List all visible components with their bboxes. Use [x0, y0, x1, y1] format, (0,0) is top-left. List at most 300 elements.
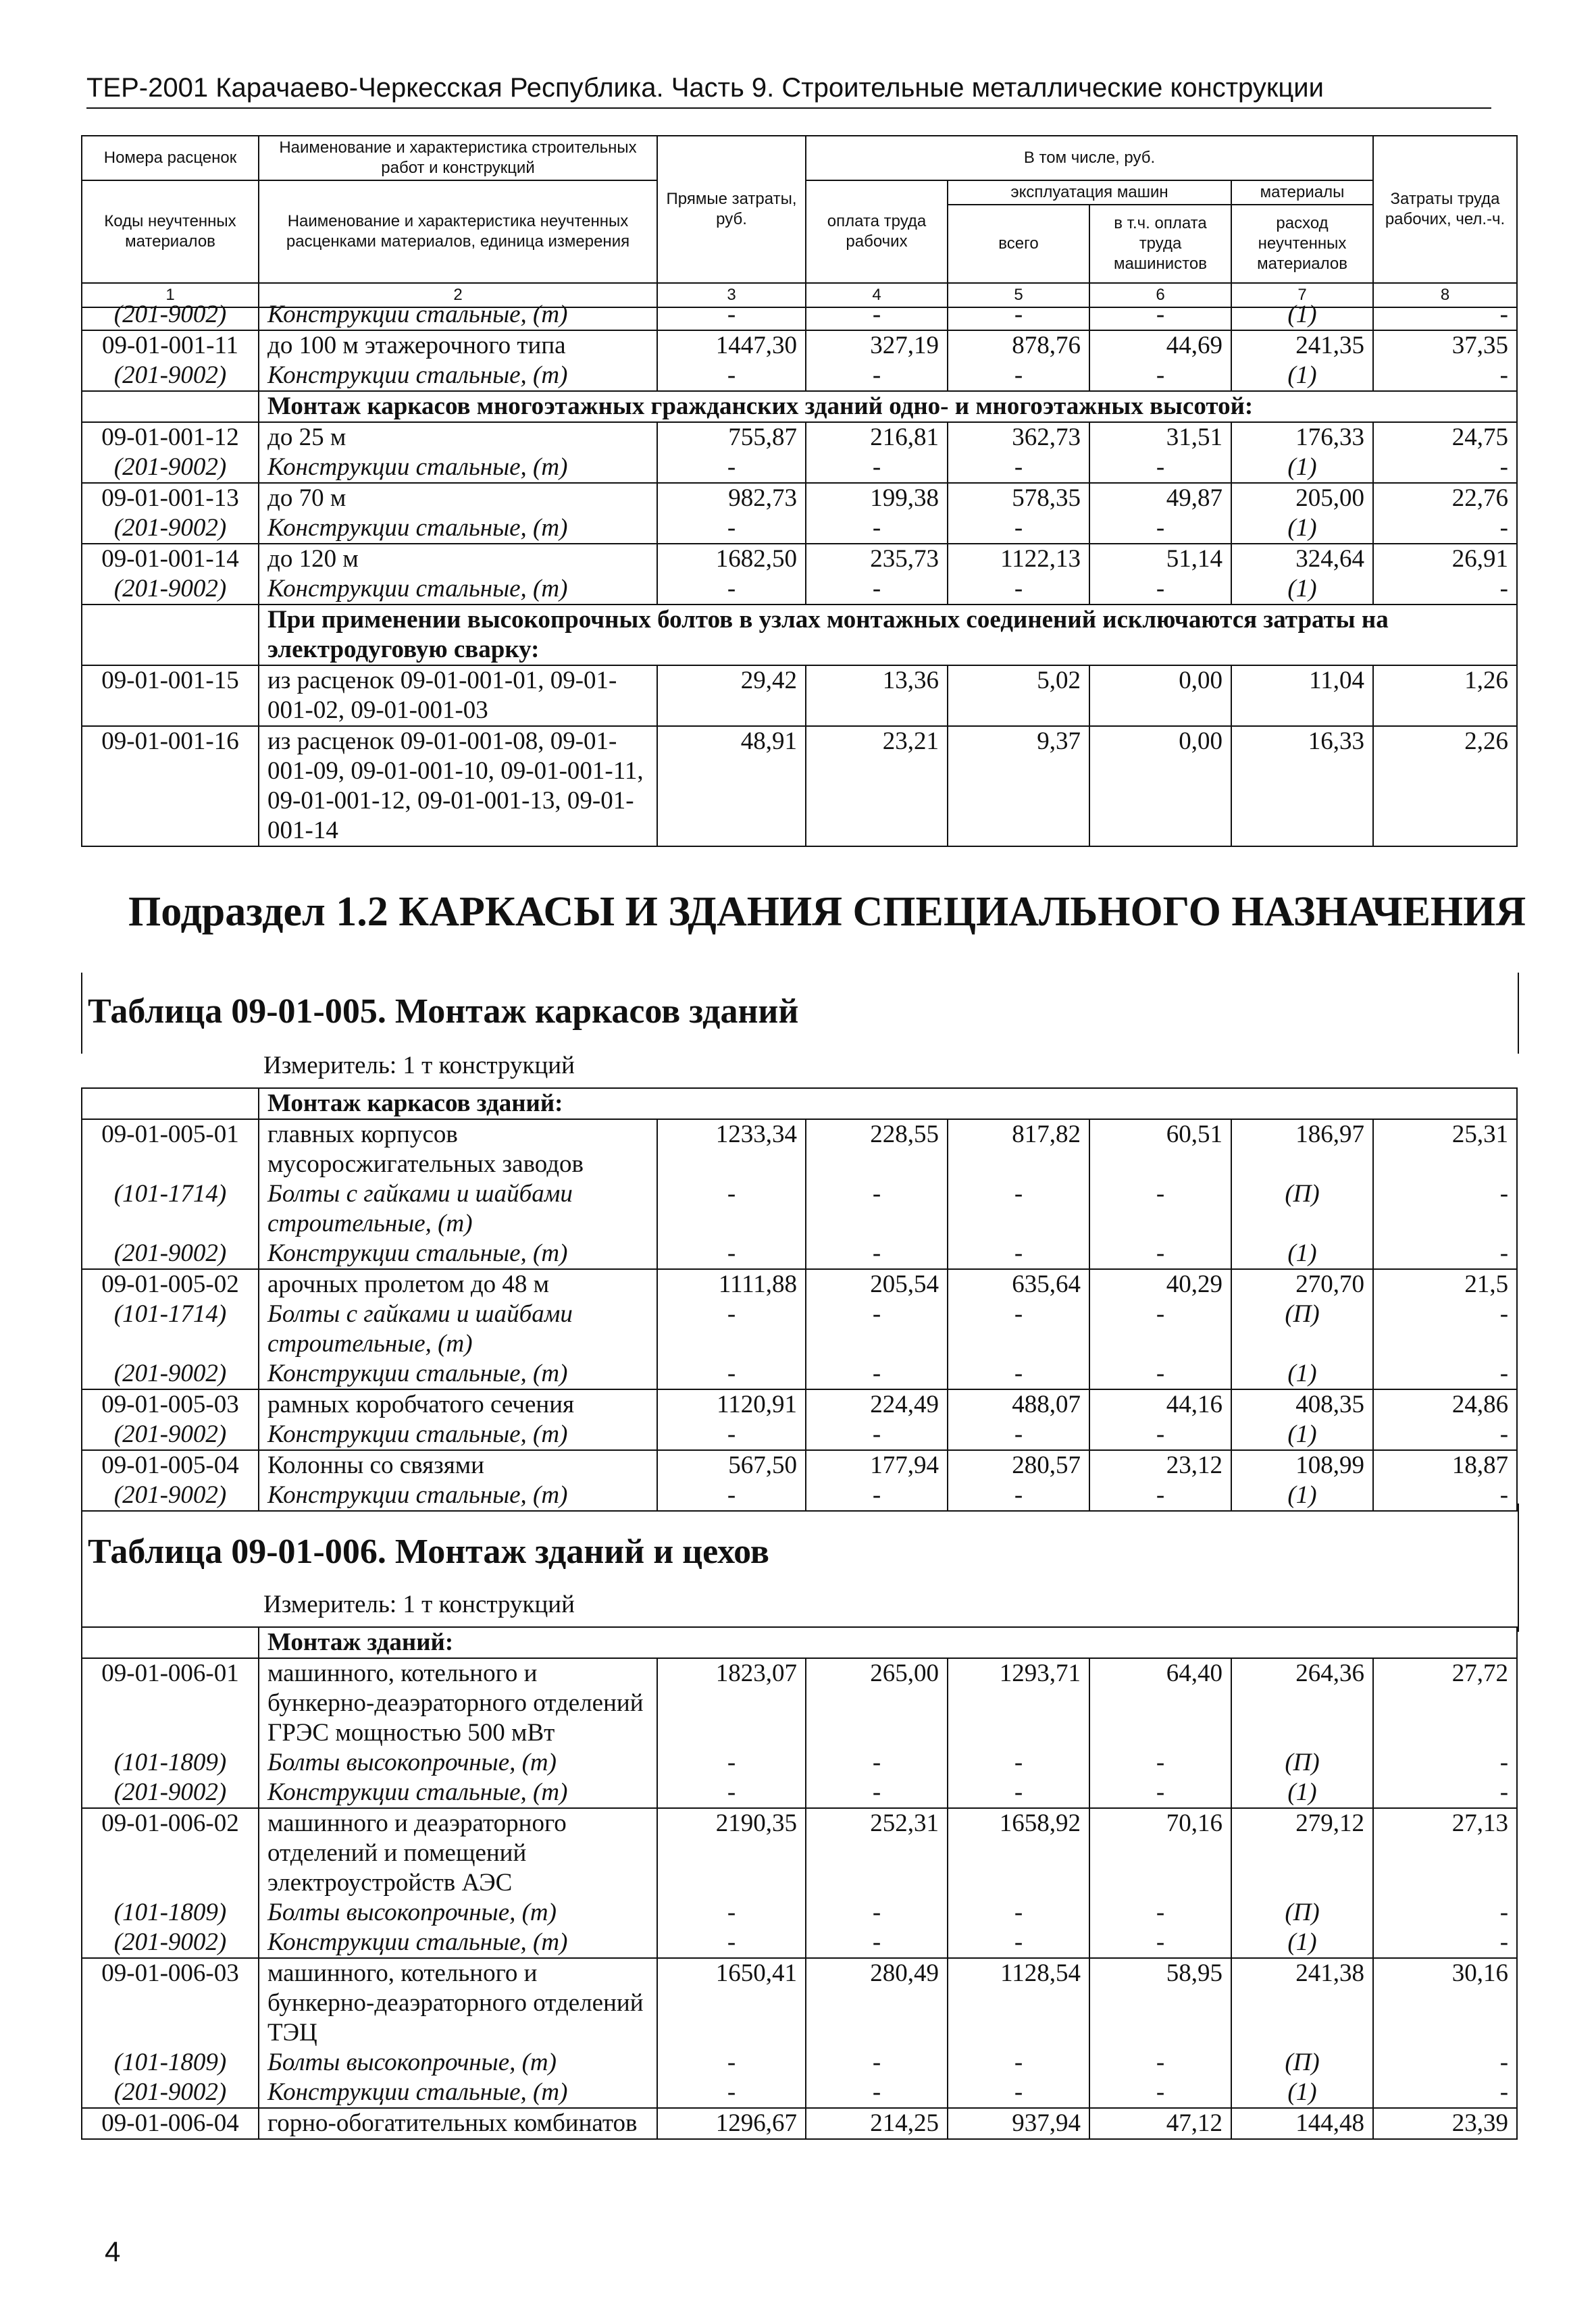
material-row [82, 453, 1517, 483]
labor-hours-value: 27,72 [1373, 1658, 1517, 1748]
direct-costs-value: - [657, 1239, 806, 1269]
rate-row [82, 483, 1517, 513]
work-name: рамных коробчатого сечения [259, 1389, 657, 1420]
direct-costs-value: 982,73 [657, 483, 806, 513]
column-number: 3 [657, 283, 806, 307]
machines-total-value: 1293,71 [948, 1658, 1089, 1748]
material-name: Конструкции стальные, (т) [259, 1928, 657, 1958]
rate-row [82, 726, 1517, 846]
material-name: Конструкции стальные, (т) [259, 574, 657, 605]
labor-hours-value: - [1373, 2078, 1517, 2108]
section-heading: Монтаж зданий: [259, 1627, 1517, 1658]
material-code: (201-9002) [82, 361, 259, 391]
materials-cost-value: 241,38 [1231, 1958, 1373, 2048]
material-row [82, 1300, 1517, 1359]
materials-cost-value: 264,36 [1231, 1658, 1373, 1748]
labor-hours-value: 2,26 [1373, 726, 1517, 846]
workers-pay-value: - [806, 361, 948, 391]
workers-pay-value: 205,54 [806, 1269, 948, 1300]
machines-total-value: 280,57 [948, 1450, 1089, 1481]
machinist-pay-value: - [1089, 2048, 1231, 2078]
direct-costs-value: - [657, 1179, 806, 1239]
labor-hours-value: - [1373, 300, 1517, 330]
machinist-pay-value: 70,16 [1089, 1808, 1231, 1898]
machines-total-value: - [948, 1898, 1089, 1928]
machinist-pay-value: - [1089, 513, 1231, 544]
labor-hours-value: 1,26 [1373, 665, 1517, 726]
machines-total-value: 5,02 [948, 665, 1089, 726]
material-row [82, 1420, 1517, 1450]
rate-code: 09-01-005-01 [82, 1119, 259, 1179]
rate-code: 09-01-006-03 [82, 1958, 259, 2048]
materials-cost-value: (1) [1231, 453, 1373, 483]
rate-row [82, 1808, 1517, 1898]
direct-costs-value: 1682,50 [657, 544, 806, 574]
workers-pay-value: - [806, 300, 948, 330]
col-header-unaccounted-materials: расход неучтенных материалов [1231, 205, 1373, 283]
materials-cost-value: (1) [1231, 1778, 1373, 1808]
table-005-meter: Измеритель: 1 т конструкций [263, 1052, 575, 1079]
labor-hours-value: - [1373, 513, 1517, 544]
work-name: из расценок 09-01-001-01, 09-01-001-02, 09-01-001-03 [259, 665, 657, 726]
col-header-materials-name: Наименование и характеристика неучтенных расценками материалов, единица измерения [259, 180, 657, 283]
machinist-pay-value: 44,69 [1089, 330, 1231, 361]
material-code: (101-1809) [82, 1748, 259, 1778]
machines-total-value: - [948, 2048, 1089, 2078]
material-code: (101-1714) [82, 1300, 259, 1359]
rate-code: 09-01-001-12 [82, 422, 259, 453]
work-name: машинного, котельного и бункерно-деаэраторного отделений ТЭЦ [259, 1958, 657, 2048]
material-name: Конструкции стальные, (т) [259, 1778, 657, 1808]
workers-pay-value: - [806, 1420, 948, 1450]
rate-row [82, 330, 1517, 361]
materials-cost-value: 16,33 [1231, 726, 1373, 846]
machinist-pay-value: 44,16 [1089, 1389, 1231, 1420]
materials-cost-value: (1) [1231, 1359, 1373, 1389]
direct-costs-value: 48,91 [657, 726, 806, 846]
machines-total-value: - [948, 1481, 1089, 1511]
workers-pay-value: 265,00 [806, 1658, 948, 1748]
column-number: 7 [1231, 283, 1373, 307]
machinist-pay-value: - [1089, 1778, 1231, 1808]
column-number: 6 [1089, 283, 1231, 307]
direct-costs-value: 567,50 [657, 1450, 806, 1481]
materials-cost-value: (П) [1231, 1300, 1373, 1359]
material-name: Конструкции стальные, (т) [259, 1420, 657, 1450]
material-row [82, 513, 1517, 544]
machines-total-value: - [948, 1748, 1089, 1778]
rate-row [82, 1450, 1517, 1481]
machines-total-value: 9,37 [948, 726, 1089, 846]
material-row [82, 1928, 1517, 1958]
workers-pay-value: - [806, 2048, 948, 2078]
subsection-title: Подраздел 1.2 КАРКАСЫ И ЗДАНИЯ СПЕЦИАЛЬНОГО НАЗНАЧЕНИЯ [128, 889, 1526, 935]
material-row [82, 1778, 1517, 1808]
labor-hours-value: 27,13 [1373, 1808, 1517, 1898]
machines-total-value: 878,76 [948, 330, 1089, 361]
material-row [82, 2048, 1517, 2078]
machinist-pay-value: - [1089, 1928, 1231, 1958]
col-header-machine-total: всего [948, 205, 1089, 283]
machines-total-value: 362,73 [948, 422, 1089, 453]
labor-hours-value: - [1373, 1778, 1517, 1808]
machinist-pay-value: - [1089, 1420, 1231, 1450]
materials-cost-value: (1) [1231, 300, 1373, 330]
machinist-pay-value: - [1089, 361, 1231, 391]
work-name: машинного, котельного и бункерно-деаэраторного отделений ГРЭС мощностью 500 мВт [259, 1658, 657, 1748]
material-name: Болты с гайками и шайбами строительные, (т) [259, 1300, 657, 1359]
material-row [82, 1239, 1517, 1269]
workers-pay-value: - [806, 1898, 948, 1928]
direct-costs-value: - [657, 1481, 806, 1511]
materials-cost-value: 186,97 [1231, 1119, 1373, 1179]
labor-hours-value: - [1373, 1300, 1517, 1359]
direct-costs-value: - [657, 1359, 806, 1389]
material-code: (201-9002) [82, 1481, 259, 1511]
machines-total-value: - [948, 1300, 1089, 1359]
rate-code: 09-01-001-14 [82, 544, 259, 574]
work-name: до 100 м этажерочного типа [259, 330, 657, 361]
material-name: Болты высокопрочные, (т) [259, 2048, 657, 2078]
materials-cost-value: (1) [1231, 513, 1373, 544]
materials-cost-value: 11,04 [1231, 665, 1373, 726]
machinist-pay-value: - [1089, 1239, 1231, 1269]
labor-hours-value: 37,35 [1373, 330, 1517, 361]
direct-costs-value: - [657, 2078, 806, 2108]
labor-hours-value: 25,31 [1373, 1119, 1517, 1179]
section-heading: При применении высокопрочных болтов в узлах монтажных соединений исключаются затраты на электродуговую сварку: [259, 605, 1517, 665]
labor-hours-value: 24,75 [1373, 422, 1517, 453]
machines-total-value: 1658,92 [948, 1808, 1089, 1898]
materials-cost-value: 108,99 [1231, 1450, 1373, 1481]
section-heading: Монтаж каркасов многоэтажных гражданских зданий одно- и многоэтажных высотой: [259, 391, 1517, 422]
material-row [82, 1898, 1517, 1928]
material-row [82, 574, 1517, 605]
machinist-pay-value: 49,87 [1089, 483, 1231, 513]
material-row [82, 1748, 1517, 1778]
machinist-pay-value: 64,40 [1089, 1658, 1231, 1748]
material-name: Конструкции стальные, (т) [259, 361, 657, 391]
direct-costs-value: - [657, 1898, 806, 1928]
direct-costs-value: - [657, 453, 806, 483]
col-header-materials: материалы [1231, 180, 1373, 205]
machines-total-value: 937,94 [948, 2108, 1089, 2139]
material-code: (201-9002) [82, 300, 259, 330]
direct-costs-value: 1111,88 [657, 1269, 806, 1300]
workers-pay-value: 252,31 [806, 1808, 948, 1898]
machines-total-value: 635,64 [948, 1269, 1089, 1300]
rate-row [82, 1389, 1517, 1420]
col-header-material-codes: Коды неучтенных материалов [82, 180, 259, 283]
materials-cost-value: (1) [1231, 1481, 1373, 1511]
column-number: 2 [259, 283, 657, 307]
workers-pay-value: 214,25 [806, 2108, 948, 2139]
empty-cell [82, 605, 259, 665]
materials-cost-value: (П) [1231, 1179, 1373, 1239]
labor-hours-value: - [1373, 1898, 1517, 1928]
machines-total-value: - [948, 361, 1089, 391]
machines-total-value: - [948, 1928, 1089, 1958]
column-number: 5 [948, 283, 1089, 307]
col-header-direct-costs: Прямые затраты, руб. [657, 136, 806, 283]
workers-pay-value: 216,81 [806, 422, 948, 453]
rate-code: 09-01-001-13 [82, 483, 259, 513]
workers-pay-value: 327,19 [806, 330, 948, 361]
materials-cost-value: (П) [1231, 2048, 1373, 2078]
direct-costs-value: 1120,91 [657, 1389, 806, 1420]
workers-pay-value: 199,38 [806, 483, 948, 513]
machinist-pay-value: - [1089, 1300, 1231, 1359]
page-header: ТЕР-2001 Карачаево-Черкесская Республика. Часть 9. Строительные металлические конструкции [86, 73, 1491, 109]
column-number: 8 [1373, 283, 1517, 307]
labor-hours-value: 26,91 [1373, 544, 1517, 574]
materials-cost-value: (1) [1231, 1239, 1373, 1269]
direct-costs-value: - [657, 513, 806, 544]
machinist-pay-value: 47,12 [1089, 2108, 1231, 2139]
labor-hours-value: 30,16 [1373, 1958, 1517, 2048]
labor-hours-value: - [1373, 1359, 1517, 1389]
rate-code: 09-01-001-11 [82, 330, 259, 361]
direct-costs-value: 1447,30 [657, 330, 806, 361]
materials-cost-value: 279,12 [1231, 1808, 1373, 1898]
machinist-pay-value: - [1089, 1359, 1231, 1389]
material-code: (101-1714) [82, 1179, 259, 1239]
workers-pay-value: - [806, 1359, 948, 1389]
empty-cell [82, 1627, 259, 1658]
col-header-rate-numbers: Номера расценок [82, 136, 259, 180]
material-name: Болты с гайками и шайбами строительные, (т) [259, 1179, 657, 1239]
direct-costs-value: - [657, 1420, 806, 1450]
machines-total-value: - [948, 574, 1089, 605]
machines-total-value: 578,35 [948, 483, 1089, 513]
material-code: (201-9002) [82, 513, 259, 544]
materials-cost-value: 176,33 [1231, 422, 1373, 453]
labor-hours-value: - [1373, 1481, 1517, 1511]
work-name: до 25 м [259, 422, 657, 453]
work-name: главных корпусов мусоросжигательных заводов [259, 1119, 657, 1179]
workers-pay-value: 23,21 [806, 726, 948, 846]
material-name: Конструкции стальные, (т) [259, 453, 657, 483]
col-header-labor-costs: Затраты труда рабочих, чел.-ч. [1373, 136, 1517, 283]
materials-cost-value: (1) [1231, 574, 1373, 605]
materials-cost-value: (1) [1231, 361, 1373, 391]
machinist-pay-value: - [1089, 1748, 1231, 1778]
workers-pay-value: - [806, 1481, 948, 1511]
section-heading: Монтаж каркасов зданий: [259, 1088, 1517, 1119]
machines-total-value: - [948, 1179, 1089, 1239]
material-name: Конструкции стальные, (т) [259, 1481, 657, 1511]
machinist-pay-value: - [1089, 574, 1231, 605]
material-row [82, 361, 1517, 391]
direct-costs-value: - [657, 574, 806, 605]
rate-row [82, 2108, 1517, 2139]
direct-costs-value: 29,42 [657, 665, 806, 726]
machines-total-value: 817,82 [948, 1119, 1089, 1179]
machines-total-value: 1122,13 [948, 544, 1089, 574]
workers-pay-value: - [806, 574, 948, 605]
direct-costs-value: - [657, 1928, 806, 1958]
rate-row [82, 1958, 1517, 2048]
material-code: (201-9002) [82, 453, 259, 483]
rates-table-005 [81, 1087, 1518, 1512]
machines-total-value: - [948, 1778, 1089, 1808]
materials-cost-value: 324,64 [1231, 544, 1373, 574]
workers-pay-value: 228,55 [806, 1119, 948, 1179]
work-name: Колонны со связями [259, 1450, 657, 1481]
labor-hours-value: 18,87 [1373, 1450, 1517, 1481]
col-header-including: В том числе, руб. [806, 136, 1373, 180]
labor-hours-value: - [1373, 1239, 1517, 1269]
machines-total-value: - [948, 2078, 1089, 2108]
material-code: (201-9002) [82, 1359, 259, 1389]
rate-code: 09-01-005-04 [82, 1450, 259, 1481]
material-code: (201-9002) [82, 2078, 259, 2108]
work-name: до 120 м [259, 544, 657, 574]
col-header-works-name: Наименование и характеристика строительных работ и конструкций [259, 136, 657, 180]
workers-pay-value: - [806, 1179, 948, 1239]
empty-cell [82, 391, 259, 422]
work-name: машинного и деаэраторного отделений и помещений электроустройств АЭС [259, 1808, 657, 1898]
machinist-pay-value: 60,51 [1089, 1119, 1231, 1179]
labor-hours-value: - [1373, 1928, 1517, 1958]
machinist-pay-value: - [1089, 453, 1231, 483]
machines-total-value: - [948, 1359, 1089, 1389]
rate-code: 09-01-006-04 [82, 2108, 259, 2139]
rates-table-006 [81, 1626, 1518, 2140]
materials-cost-value: 408,35 [1231, 1389, 1373, 1420]
materials-cost-value: (П) [1231, 1748, 1373, 1778]
machines-total-value: - [948, 453, 1089, 483]
direct-costs-value: 755,87 [657, 422, 806, 453]
labor-hours-value: - [1373, 1179, 1517, 1239]
machinist-pay-value: 31,51 [1089, 422, 1231, 453]
machines-total-value: - [948, 1420, 1089, 1450]
page-number: 4 [105, 2236, 121, 2267]
rate-row [82, 665, 1517, 726]
materials-cost-value: (1) [1231, 2078, 1373, 2108]
rate-code: 09-01-001-15 [82, 665, 259, 726]
labor-hours-value: - [1373, 1748, 1517, 1778]
materials-cost-value: 241,35 [1231, 330, 1373, 361]
material-code: (101-1809) [82, 1898, 259, 1928]
workers-pay-value: - [806, 1928, 948, 1958]
direct-costs-value: 1823,07 [657, 1658, 806, 1748]
machinist-pay-value: - [1089, 300, 1231, 330]
material-name: Болты высокопрочные, (т) [259, 1748, 657, 1778]
column-header-table [81, 135, 1518, 308]
column-number: 1 [82, 283, 259, 307]
direct-costs-value: - [657, 361, 806, 391]
rate-row [82, 1269, 1517, 1300]
workers-pay-value: 224,49 [806, 1389, 948, 1420]
rate-row [82, 1119, 1517, 1179]
material-code: (201-9002) [82, 574, 259, 605]
workers-pay-value: - [806, 453, 948, 483]
rate-code: 09-01-005-03 [82, 1389, 259, 1420]
empty-cell [82, 1088, 259, 1119]
direct-costs-value: - [657, 2048, 806, 2078]
workers-pay-value: - [806, 1748, 948, 1778]
section-heading-row [82, 605, 1517, 665]
material-code: (201-9002) [82, 1928, 259, 1958]
material-code: (201-9002) [82, 1239, 259, 1269]
workers-pay-value: - [806, 1300, 948, 1359]
work-name: арочных пролетом до 48 м [259, 1269, 657, 1300]
machinist-pay-value: - [1089, 1481, 1231, 1511]
materials-cost-value: (П) [1231, 1898, 1373, 1928]
column-number: 4 [806, 283, 948, 307]
work-name: горно-обогатительных комбинатов [259, 2108, 657, 2139]
section-heading-row [82, 1088, 1517, 1119]
workers-pay-value: - [806, 1778, 948, 1808]
direct-costs-value: 2190,35 [657, 1808, 806, 1898]
labor-hours-value: 22,76 [1373, 483, 1517, 513]
workers-pay-value: - [806, 2078, 948, 2108]
section-heading-row [82, 391, 1517, 422]
direct-costs-value: - [657, 1748, 806, 1778]
labor-hours-value: 23,39 [1373, 2108, 1517, 2139]
work-name: до 70 м [259, 483, 657, 513]
labor-hours-value: - [1373, 2048, 1517, 2078]
machines-total-value: - [948, 300, 1089, 330]
material-name: Конструкции стальные, (т) [259, 2078, 657, 2108]
direct-costs-value: 1233,34 [657, 1119, 806, 1179]
machinist-pay-value: 0,00 [1089, 726, 1231, 846]
rate-code: 09-01-006-01 [82, 1658, 259, 1748]
labor-hours-value: - [1373, 574, 1517, 605]
material-code: (201-9002) [82, 1420, 259, 1450]
material-name: Болты высокопрочные, (т) [259, 1898, 657, 1928]
materials-cost-value: (1) [1231, 1928, 1373, 1958]
table-005-title: Таблица 09-01-005. Монтаж каркасов зданий [88, 992, 799, 1031]
table-006-title: Таблица 09-01-006. Монтаж зданий и цехов [88, 1533, 769, 1571]
machines-total-value: 488,07 [948, 1389, 1089, 1420]
workers-pay-value: 177,94 [806, 1450, 948, 1481]
rates-table-001 [81, 300, 1518, 847]
rate-code: 09-01-001-16 [82, 726, 259, 846]
materials-cost-value: 144,48 [1231, 2108, 1373, 2139]
materials-cost-value: (1) [1231, 1420, 1373, 1450]
rate-row [82, 422, 1517, 453]
workers-pay-value: 13,36 [806, 665, 948, 726]
machines-total-value: - [948, 513, 1089, 544]
section-heading-row [82, 1627, 1517, 1658]
machinist-pay-value: 23,12 [1089, 1450, 1231, 1481]
workers-pay-value: 235,73 [806, 544, 948, 574]
labor-hours-value: 21,5 [1373, 1269, 1517, 1300]
workers-pay-value: - [806, 513, 948, 544]
machines-total-value: - [948, 1239, 1089, 1269]
labor-hours-value: - [1373, 361, 1517, 391]
col-header-machine-operation: эксплуатация машин [948, 180, 1231, 205]
direct-costs-value: 1650,41 [657, 1958, 806, 2048]
material-row [82, 1179, 1517, 1239]
direct-costs-value: - [657, 300, 806, 330]
machinist-pay-value: - [1089, 1179, 1231, 1239]
col-header-machinist-pay: в т.ч. оплата труда машинистов [1089, 205, 1231, 283]
machinist-pay-value: - [1089, 1898, 1231, 1928]
materials-cost-value: 270,70 [1231, 1269, 1373, 1300]
workers-pay-value: 280,49 [806, 1958, 948, 2048]
machinist-pay-value: 51,14 [1089, 544, 1231, 574]
machinist-pay-value: 0,00 [1089, 665, 1231, 726]
work-name: из расценок 09-01-001-08, 09-01-001-09, 09-01-001-10, 09-01-001-11, 09-01-001-12, 09-01-001-13, 09-01-001-14 [259, 726, 657, 846]
material-name: Конструкции стальные, (т) [259, 513, 657, 544]
rate-code: 09-01-006-02 [82, 1808, 259, 1898]
workers-pay-value: - [806, 1239, 948, 1269]
rate-row [82, 544, 1517, 574]
direct-costs-value: 1296,67 [657, 2108, 806, 2139]
